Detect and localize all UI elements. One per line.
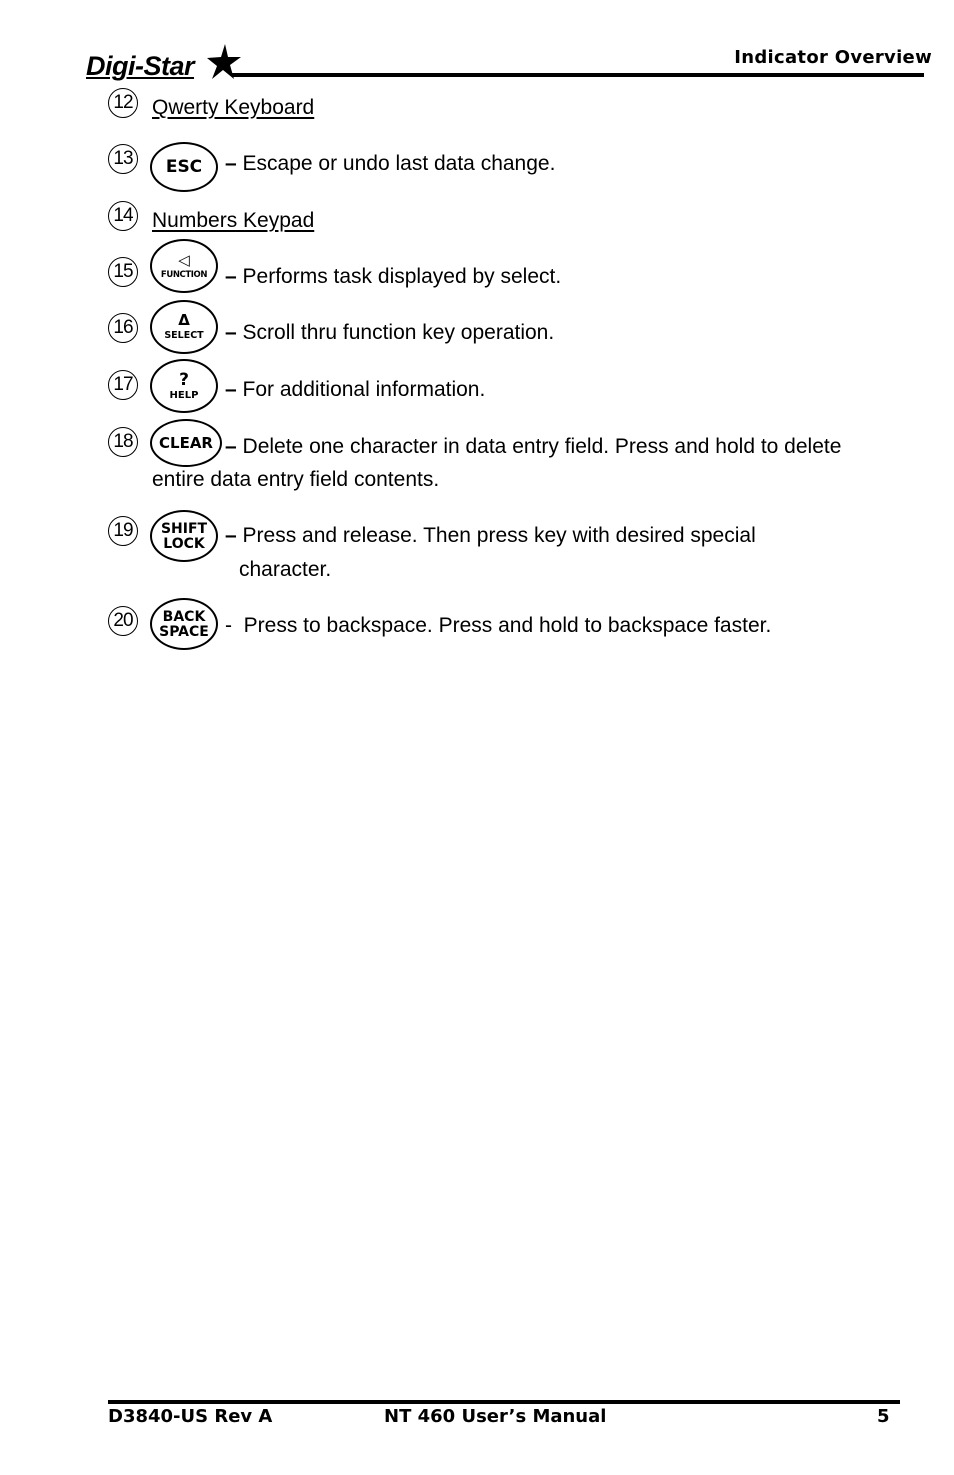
key-label: ESC (165, 156, 203, 177)
key-label: FUNCTION (160, 269, 208, 280)
question-icon: ? (179, 369, 189, 390)
item-number: 16 (108, 313, 138, 343)
list-item (108, 88, 918, 128)
footer-manual-title: NT 460 User’s Manual (384, 1406, 607, 1427)
help-key-icon (150, 359, 218, 413)
item-description: – For additional information. (225, 378, 486, 401)
item-description-continued: entire data entry field contents. (152, 468, 440, 491)
item-number: 15 (108, 257, 138, 287)
list-item (108, 427, 918, 497)
item-description: – Press and release. Then press key with desired special (225, 524, 756, 547)
list-item (108, 370, 918, 410)
list-item (108, 144, 918, 184)
footer-doc-number: D3840-US Rev A (108, 1406, 273, 1427)
clear-key-icon (150, 419, 222, 467)
list-item (108, 313, 918, 353)
key-label: SHIFT (160, 520, 208, 537)
item-heading: Numbers Keypad (152, 209, 315, 232)
list-item (108, 250, 918, 297)
item-number: 14 (108, 201, 138, 231)
item-number: 19 (108, 516, 138, 546)
list-item (108, 606, 918, 646)
left-triangle-icon: ◁ (178, 250, 190, 269)
item-description: - Press to backspace. Press and hold to backspace faster. (225, 614, 772, 637)
item-description: – Escape or undo last data change. (225, 152, 556, 175)
page-number: 5 (877, 1406, 890, 1427)
key-label: SELECT (164, 330, 204, 342)
brand-logo (86, 44, 194, 80)
up-triangle-icon: Δ (178, 311, 190, 330)
item-description: – Delete one character in data entry field. Press and hold to delete (225, 435, 842, 458)
item-number: 12 (108, 88, 138, 118)
item-number: 17 (108, 370, 138, 400)
list-item (108, 201, 918, 241)
esc-key-icon (150, 142, 218, 192)
shift-lock-key-icon (150, 510, 218, 562)
item-description: – Performs task displayed by select. (225, 265, 562, 288)
backspace-key-icon (150, 598, 218, 650)
select-key-icon (150, 300, 218, 354)
list-item (108, 516, 918, 586)
section-title: Indicator Overview (734, 47, 932, 68)
header-rule (232, 73, 924, 77)
item-heading: Qwerty Keyboard (152, 96, 315, 119)
function-key-icon (150, 239, 218, 293)
key-label: LOCK (163, 535, 205, 552)
key-label: CLEAR (159, 433, 213, 452)
key-label: SPACE (159, 623, 209, 640)
footer-rule (108, 1400, 900, 1404)
key-label: HELP (169, 389, 199, 401)
brand-name: Digi-Star (86, 51, 195, 81)
item-number: 13 (108, 144, 138, 174)
item-number: 18 (108, 427, 138, 457)
item-number: 20 (108, 606, 138, 636)
key-label: BACK (162, 608, 206, 625)
item-description: – Scroll thru function key operation. (225, 321, 555, 344)
item-description-continued: character. (239, 558, 332, 581)
